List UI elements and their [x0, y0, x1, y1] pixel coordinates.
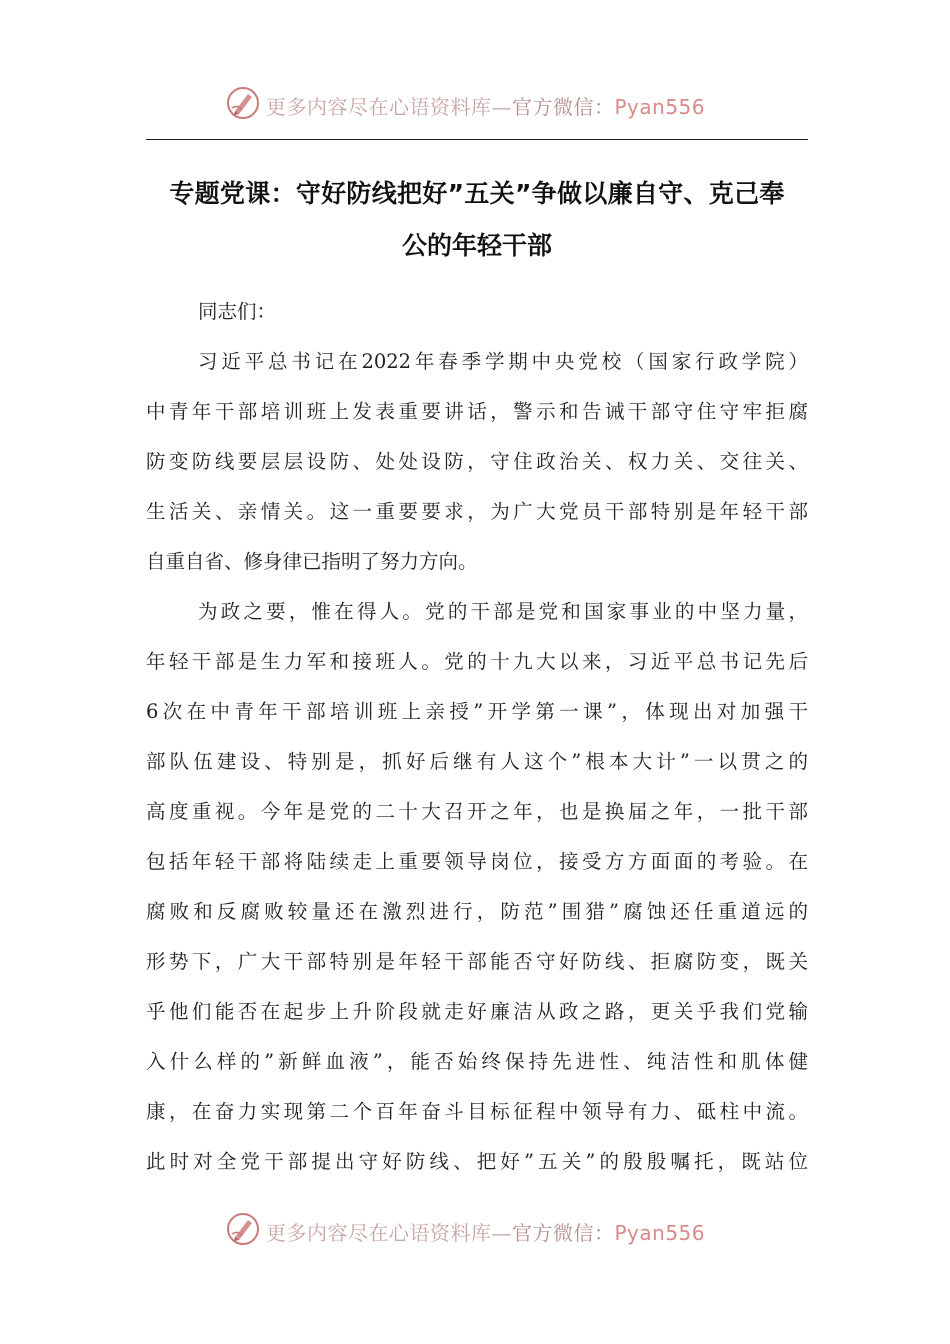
- paragraph-line: 6次在中青年干部培训班上亲授”开学第一课”，体现出对加强干: [146, 700, 808, 723]
- paragraph-line: 入什么样的”新鲜血液”，能否始终保持先进性、纯洁性和肌体健: [146, 1050, 808, 1073]
- paragraph-line: 腐败和反腐败较量还在激烈进行，防范”围猎”腐蚀还任重道远的: [146, 900, 808, 923]
- paragraph-line: 习近平总书记在2022年春季学期中央党校（国家行政学院）: [198, 350, 808, 373]
- paragraph-line: 此时对全党干部提出守好防线、把好”五关”的殷殷嘱托，既站位: [146, 1150, 808, 1173]
- banner-text: [266, 91, 705, 120]
- banner-wechat-handle: Pyan556: [614, 1221, 706, 1245]
- paragraph-line: 自重自省、修身律已指明了努力方向。: [146, 550, 478, 573]
- header-banner: [0, 84, 950, 124]
- footer-banner: [0, 1210, 950, 1250]
- banner-wechat-handle: Pyan556: [614, 95, 706, 119]
- banner-wechat-label: 官方微信：: [512, 1221, 615, 1245]
- paragraph-line: 中青年干部培训班上发表重要讲话，警示和告诫干部守住守牢拒腐: [146, 400, 808, 423]
- paragraph-line: 生活关、亲情关。这一重要要求，为广大党员干部特别是年轻干部: [146, 500, 808, 523]
- greeting: 同志们：: [198, 300, 277, 323]
- banner-main-text: 更多内容尽在心语资料库: [266, 95, 492, 119]
- pen-logo-icon: [226, 1212, 260, 1246]
- banner-main-text: 更多内容尽在心语资料库: [266, 1221, 492, 1245]
- paragraph-2: [146, 587, 808, 1187]
- paragraph-line: 部队伍建设、特别是，抓好后继有人这个”根本大计”一以贯之的: [146, 750, 808, 773]
- paragraph-line: 高度重视。今年是党的二十大召开之年，也是换届之年，一批干部: [146, 800, 808, 823]
- paragraph-line: 防变防线要层层设防、处处设防，守住政治关、权力关、交往关、: [146, 450, 808, 473]
- paragraph-line: 康，在奋力实现第二个百年奋斗目标征程中领导有力、砥柱中流。: [146, 1100, 808, 1123]
- paragraph-line: 包括年轻干部将陆续走上重要领导岗位，接受方方面面的考验。在: [146, 850, 808, 873]
- document-body: [146, 287, 808, 1187]
- paragraph-line: 年轻干部是生力军和接班人。党的十九大以来，习近平总书记先后: [146, 650, 808, 673]
- header-divider: [146, 139, 808, 140]
- document-title: [146, 168, 808, 272]
- banner-separator: —: [491, 95, 512, 119]
- banner-text: [266, 1217, 705, 1246]
- title-line-1: 专题党课：守好防线把好”五关”争做以廉自守、克己奉: [169, 179, 785, 208]
- paragraph-line: 乎他们能否在起步上升阶段就走好廉洁从政之路，更关乎我们党输: [146, 1000, 808, 1023]
- paragraph-1: [146, 337, 808, 587]
- paragraph-line: 为政之要，惟在得人。党的干部是党和国家事业的中坚力量，: [198, 600, 808, 623]
- paragraph-line: 形势下，广大干部特别是年轻干部能否守好防线、拒腐防变，既关: [146, 950, 808, 973]
- title-line-2: 公的年轻干部: [401, 231, 552, 260]
- banner-wechat-label: 官方微信：: [512, 95, 615, 119]
- pen-logo-icon: [226, 86, 260, 120]
- banner-separator: —: [491, 1221, 512, 1245]
